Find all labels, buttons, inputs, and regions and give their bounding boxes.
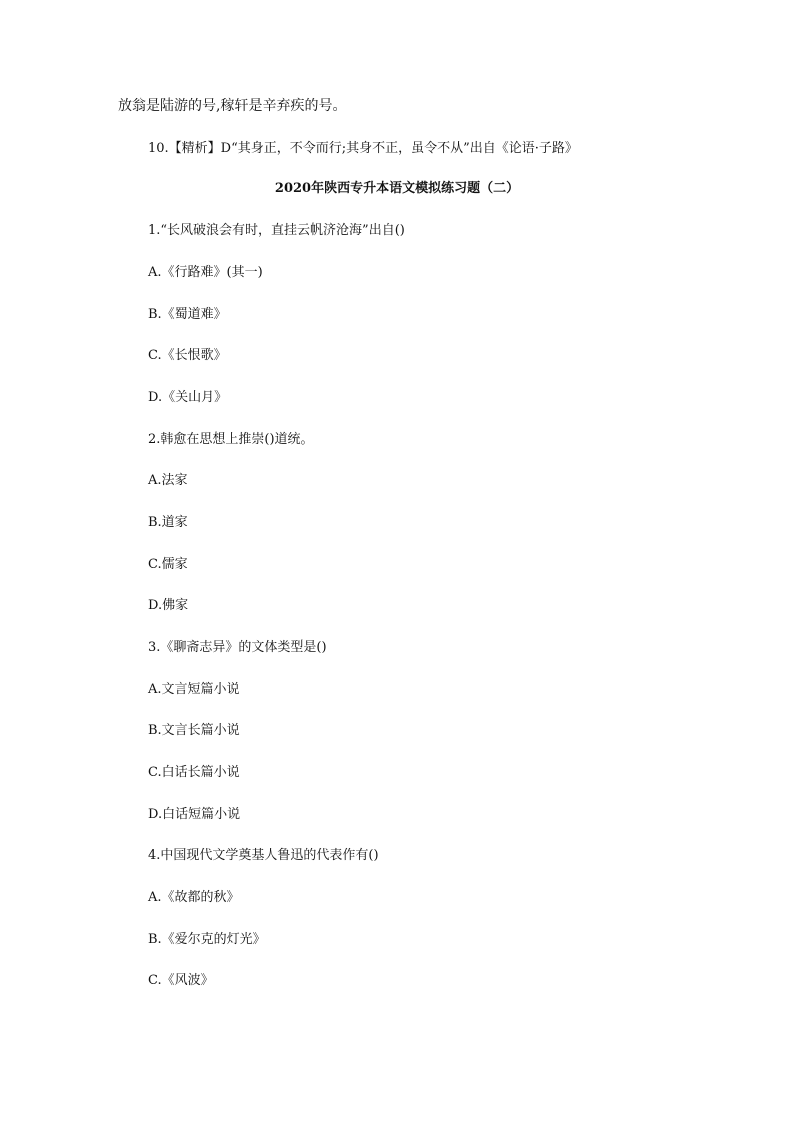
question-2-option-a: A.法家 [148, 473, 188, 488]
question-1-option-b: B.《蜀道难》 [148, 307, 227, 322]
question-4-option-b: B.《爱尔克的灯光》 [148, 932, 266, 947]
question-2-option-d: D.佛家 [148, 598, 189, 613]
question-3-option-d: D.白话短篇小说 [148, 807, 241, 822]
question-1: 1.“长风破浪会有时，直挂云帆济沧海”出自() [148, 223, 405, 238]
question-4-option-a: A.《故都的秋》 [148, 890, 240, 905]
question-1-option-c: C.《长恨歌》 [148, 348, 227, 363]
question-2: 2.韩愈在思想上推崇()道统。 [148, 432, 314, 447]
answer-explanation: 10.【精析】D“其身正，不令而行;其身不正，虽令不从”出自《论语·子路》 [148, 141, 578, 156]
intro-line: 放翁是陆游的号,稼轩是辛弃疾的号。 [118, 98, 347, 114]
question-3-option-c: C.白话长篇小说 [148, 765, 240, 780]
question-2-option-c: C.儒家 [148, 557, 188, 572]
question-2-option-b: B.道家 [148, 515, 188, 530]
question-1-option-a: A.《行路难》(其一) [148, 265, 263, 280]
question-4-option-c: C.《风波》 [148, 973, 214, 988]
question-3: 3.《聊斋志异》的文体类型是() [148, 640, 327, 655]
section-title: 2020年陕西专升本语文模拟练习题（二） [274, 181, 520, 196]
question-4: 4.中国现代文学奠基人鲁迅的代表作有() [148, 848, 379, 863]
question-3-option-b: B.文言长篇小说 [148, 723, 240, 738]
question-1-option-d: D.《关山月》 [148, 390, 228, 405]
question-3-option-a: A.文言短篇小说 [148, 682, 240, 697]
